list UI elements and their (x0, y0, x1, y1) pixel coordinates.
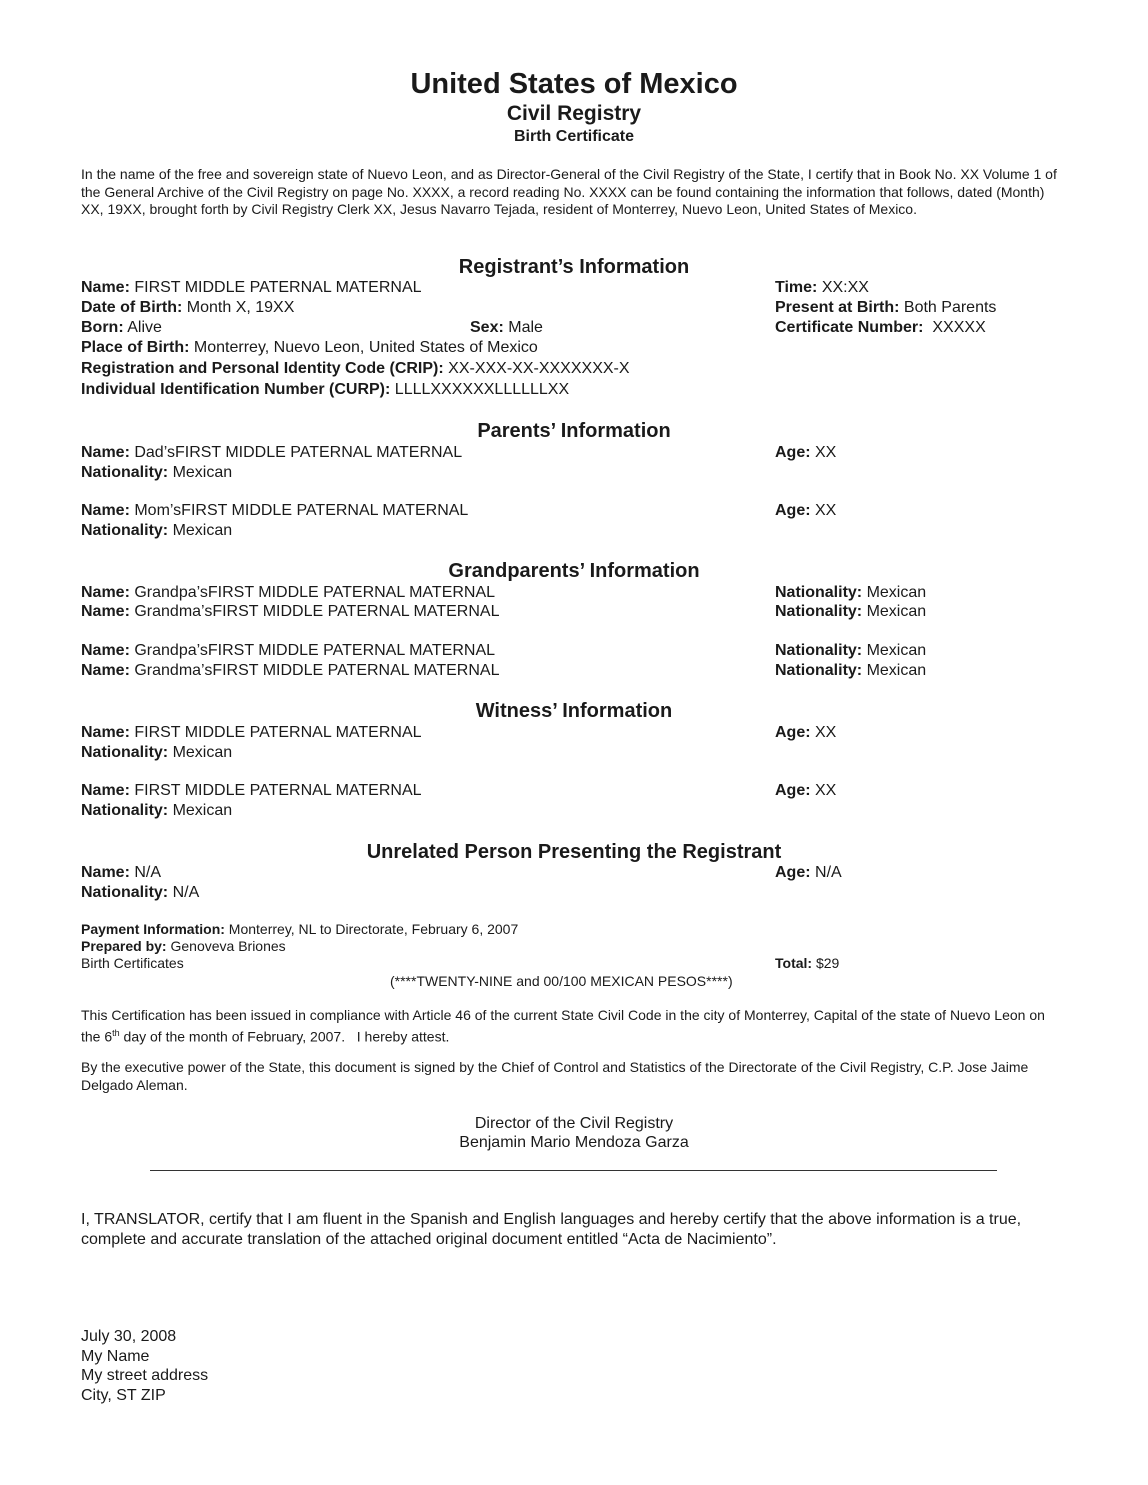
parent-nationality (81, 521, 232, 541)
value: N/A (129, 864, 162, 881)
value: XX-XXX-XX-XXXXXXX-X (443, 360, 630, 377)
address-street: My street address (81, 1367, 209, 1384)
value: XX (810, 444, 837, 461)
value: Both Parents (899, 299, 997, 316)
grandparent-nationality (775, 661, 926, 681)
witness-heading: Witness’ Information (475, 700, 673, 722)
registrant-present-at-birth (775, 298, 996, 318)
witness-name (81, 723, 422, 743)
label: Nationality: (775, 603, 863, 620)
parents-heading: Parents’ Information (477, 420, 671, 442)
witness-age (775, 781, 836, 801)
value: FIRST MIDDLE PATERNAL MATERNAL (129, 782, 422, 799)
parent-name (81, 443, 462, 463)
value: FIRST MIDDLE PATERNAL MATERNAL (129, 724, 422, 741)
value: Mexican (862, 662, 927, 679)
grandparent-name (81, 641, 495, 661)
label: Place of Birth: (81, 339, 190, 356)
registrant-time (775, 278, 869, 298)
label: Name: (81, 444, 130, 461)
value: Month X, 19XX (182, 299, 295, 316)
value: LLLLXXXXXXLLLLLLXX (390, 381, 570, 398)
grandparent-nationality (775, 602, 926, 622)
label: Nationality: (81, 744, 169, 761)
grandparent-name (81, 583, 495, 603)
document-type: Birth Certificate (513, 128, 635, 145)
value: XX (810, 782, 837, 799)
label: Certificate Number: (775, 319, 924, 336)
label: Name: (81, 782, 130, 799)
label: Payment Information: (81, 921, 225, 937)
value: FIRST MIDDLE PATERNAL MATERNAL (129, 279, 422, 296)
value: Grandma’sFIRST MIDDLE PATERNAL MATERNAL (129, 603, 500, 620)
value: Male (503, 319, 543, 336)
value: XX (810, 724, 837, 741)
value: Mexican (168, 464, 233, 481)
label: Name: (81, 724, 130, 741)
intro-paragraph: In the name of the free and sovereign state of Nuevo Leon, and as Director-General of the Civil Registry of the State, I certify that in Book No. XX Volume 1 of the General Archive of the Civil Registry on page No. XXXX, a record reading No. XXXX can be found containing the information that follows, dated (Month) XX, 19XX, brought forth by Civil Registry Clerk XX, Jesus Navarro Tejada, resident of Monterrey, Nuevo Leon, United States of Mexico. (81, 166, 1057, 217)
address-block (81, 1327, 208, 1405)
value: Monterrey, NL to Directorate, February 6, 2007 (224, 921, 519, 937)
witness-name (81, 781, 422, 801)
label: Nationality: (81, 802, 169, 819)
registrant-certificate-number (775, 318, 986, 338)
unrelated-name (81, 863, 161, 883)
witness-nationality (81, 743, 232, 763)
registrant-crip (81, 359, 630, 379)
grandparent-nationality (775, 583, 926, 603)
grandparent-name (81, 602, 499, 622)
parent-age (775, 501, 836, 521)
grandparent-name (81, 661, 499, 681)
registrant-heading: Registrant’s Information (458, 256, 690, 278)
value: Grandma’sFIRST MIDDLE PATERNAL MATERNAL (129, 662, 500, 679)
prepared-by (81, 938, 286, 955)
value: N/A (810, 864, 842, 881)
label: Age: (775, 724, 811, 741)
value: Mexican (862, 584, 927, 601)
label: Name: (81, 662, 130, 679)
label: Name: (81, 642, 130, 659)
label: Registration and Personal Identity Code (CRIP): (81, 360, 444, 377)
address-name: My Name (81, 1347, 150, 1365)
parent-nationality (81, 463, 232, 483)
label: Nationality: (81, 884, 169, 901)
label: Nationality: (81, 464, 169, 481)
label: Nationality: (81, 522, 169, 539)
value: Dad’sFIRST MIDDLE PATERNAL MATERNAL (129, 444, 463, 461)
label: Name: (81, 584, 130, 601)
payment-info (81, 921, 518, 938)
executive-power-paragraph: By the executive power of the State, this document is signed by the Chief of Control and Statistics of the Directorate of the Civil Registry, C.P. Jose Jaime Delgado Aleman. (81, 1059, 1029, 1093)
parent-name (81, 501, 468, 521)
value: Grandpa’sFIRST MIDDLE PATERNAL MATERNAL (129, 642, 496, 659)
label: Age: (775, 444, 811, 461)
value: Mexican (168, 522, 233, 539)
ordinal-suffix: th (112, 1027, 120, 1038)
label: Total: (775, 955, 813, 971)
certification-paragraph (81, 1007, 1066, 1046)
value: Mexican (168, 744, 233, 761)
value: Mexican (862, 642, 927, 659)
label: Name: (81, 502, 130, 519)
label: Individual Identification Number (CURP): (81, 381, 391, 398)
label: Nationality: (775, 584, 863, 601)
text: day of the month of February, 2007. I hereby attest. (119, 1028, 450, 1045)
signature-title: Director of the Civil Registry (474, 1115, 674, 1132)
label: Prepared by: (81, 938, 167, 954)
label: Age: (775, 782, 811, 799)
registrant-curp (81, 380, 569, 400)
value: XX:XX (817, 279, 869, 296)
registrant-name (81, 278, 422, 298)
label: Date of Birth: (81, 299, 183, 316)
label: Name: (81, 279, 130, 296)
registrant-born (81, 318, 162, 338)
label: Age: (775, 864, 811, 881)
value: N/A (168, 884, 200, 901)
text: This Certification has been issued in compliance with Article 46 of the current State Civil Code in the city of Monterrey, Capital of the state of Nuevo Leon on the 6 (81, 1007, 1045, 1045)
label: Nationality: (775, 662, 863, 679)
signature-name: Benjamin Mario Mendoza Garza (459, 1134, 689, 1151)
value: XXXXX (923, 319, 986, 336)
label: Name: (81, 603, 130, 620)
document-title: United States of Mexico (410, 68, 738, 100)
value: XX (810, 502, 837, 519)
registrant-place-of-birth (81, 338, 538, 358)
grandparents-heading: Grandparents’ Information (448, 560, 700, 582)
unrelated-nationality (81, 883, 199, 903)
address-city: City, ST ZIP (81, 1386, 166, 1404)
value: Grandpa’sFIRST MIDDLE PATERNAL MATERNAL (129, 584, 496, 601)
registrant-dob (81, 298, 294, 318)
label: Born: (81, 319, 124, 336)
registrant-sex (470, 318, 543, 338)
value: Alive (123, 319, 162, 336)
label: Age: (775, 502, 811, 519)
witness-age (775, 723, 836, 743)
payment-amount-words: (****TWENTY-NINE and 00/100 MEXICAN PESOS****) (390, 973, 733, 989)
value: Mexican (168, 802, 233, 819)
payment-item: Birth Certificates (81, 955, 184, 971)
value: Mexican (862, 603, 927, 620)
value: Mom’sFIRST MIDDLE PATERNAL MATERNAL (129, 502, 469, 519)
document-subtitle: Civil Registry (506, 102, 642, 125)
label: Sex: (470, 319, 504, 336)
parent-age (775, 443, 836, 463)
payment-total (775, 955, 839, 972)
label: Present at Birth: (775, 299, 900, 316)
value: Genoveva Briones (166, 938, 286, 954)
value: Monterrey, Nuevo Leon, United States of Mexico (189, 339, 538, 356)
value: $29 (812, 955, 840, 971)
label: Nationality: (775, 642, 863, 659)
address-date: July 30, 2008 (81, 1328, 177, 1345)
separator-line (150, 1170, 997, 1171)
unrelated-age (775, 863, 842, 883)
unrelated-person-heading: Unrelated Person Presenting the Registrant (366, 841, 782, 863)
witness-nationality (81, 801, 232, 821)
label: Time: (775, 279, 818, 296)
grandparent-nationality (775, 641, 926, 661)
label: Name: (81, 864, 130, 881)
translator-statement: I, TRANSLATOR, certify that I am fluent in the Spanish and English languages and hereby certify that the above information is a true, complete and accurate translation of the attached original document entitled “Acta de Nacimiento”. (81, 1211, 1022, 1248)
